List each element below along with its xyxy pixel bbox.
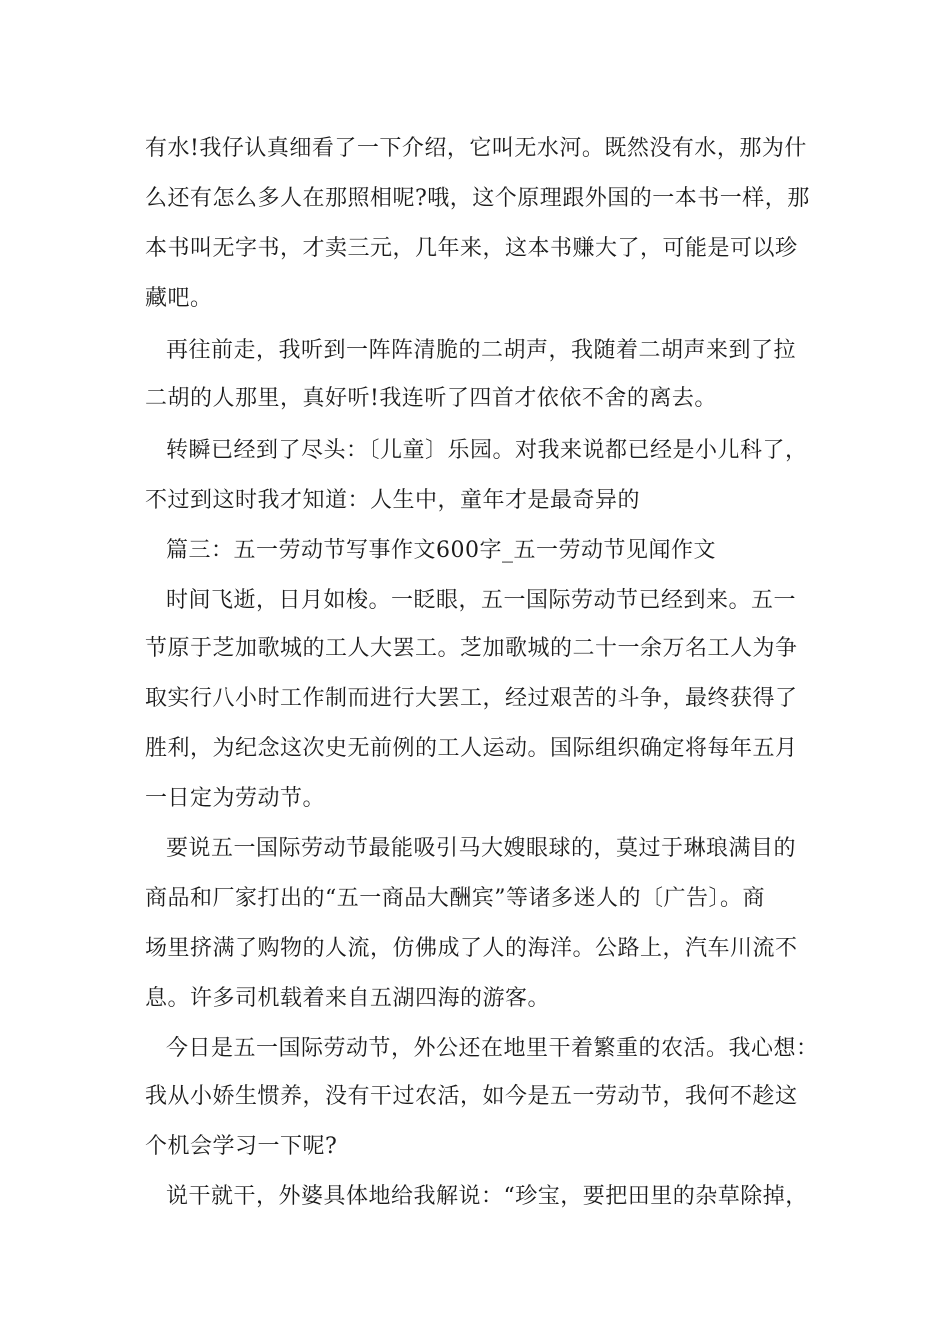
text-line: 息。许多司机载着来自五湖四海的游客。 — [145, 986, 551, 1011]
text-line: 今日是五一国际劳动节，外公还在地里干着繁重的农活。我心想： — [166, 1036, 819, 1061]
text-line: 胜利，为纪念这次史无前例的工人运动。国际组织确定将每年五月 — [145, 736, 798, 761]
text-line: 场里挤满了购物的人流，仿佛成了人的海洋。公路上，汽车川流不 — [145, 936, 798, 961]
text-line: 不过到这时我才知道：人生中，童年才是最奇异的 — [145, 488, 641, 513]
text-line: 二胡的人那里，真好听!我连听了四首才依依不舍的离去。 — [145, 386, 717, 411]
text-line: 转瞬已经到了尽头：〔儿童〕乐园。对我来说都已经是小儿科了， — [166, 438, 808, 463]
text-line: 么还有怎么多人在那照相呢?哦，这个原理跟外国的一本书一样，那 — [145, 186, 810, 211]
text-line: 我从小娇生惯养，没有干过农活，如今是五一劳动节，我何不趁这 — [145, 1084, 798, 1109]
text-line: 个机会学习一下呢? — [145, 1134, 338, 1159]
text-line: 说干就干，外婆具体地给我解说：“珍宝，要把田里的杂草除掉， — [166, 1184, 808, 1209]
text-line: 本书叫无字书，才卖三元，几年来，这本书赚大了，可能是可以珍 — [145, 236, 798, 261]
text-line: 取实行八小时工作制而进行大罢工，经过艰苦的斗争，最终获得了 — [145, 686, 798, 711]
text-line: 藏吧。 — [145, 286, 213, 311]
text-line: 再往前走，我听到一阵阵清脆的二胡声，我随着二胡声来到了拉 — [166, 338, 797, 363]
text-line: 有水!我仔认真细看了一下介绍，它叫无水河。既然没有水，那为什 — [145, 136, 807, 161]
text-line: 时间飞逝，日月如梭。一眨眼，五一国际劳动节已经到来。五一 — [166, 588, 797, 613]
text-line: 要说五一国际劳动节最能吸引马大嫂眼球的，莫过于琳琅满目的 — [166, 836, 797, 861]
text-line: 一日定为劳动节。 — [145, 786, 326, 811]
text-line: 节原于芝加歌城的工人大罢工。芝加歌城的二十一余万名工人为争 — [145, 636, 798, 661]
section-heading: 篇三：五一劳动节写事作文600字_五一劳动节见闻作文 — [166, 538, 716, 563]
text-line: 商品和厂家打出的“五一商品大酬宾”等诸多迷人的〔广告〕。商 — [145, 886, 765, 911]
